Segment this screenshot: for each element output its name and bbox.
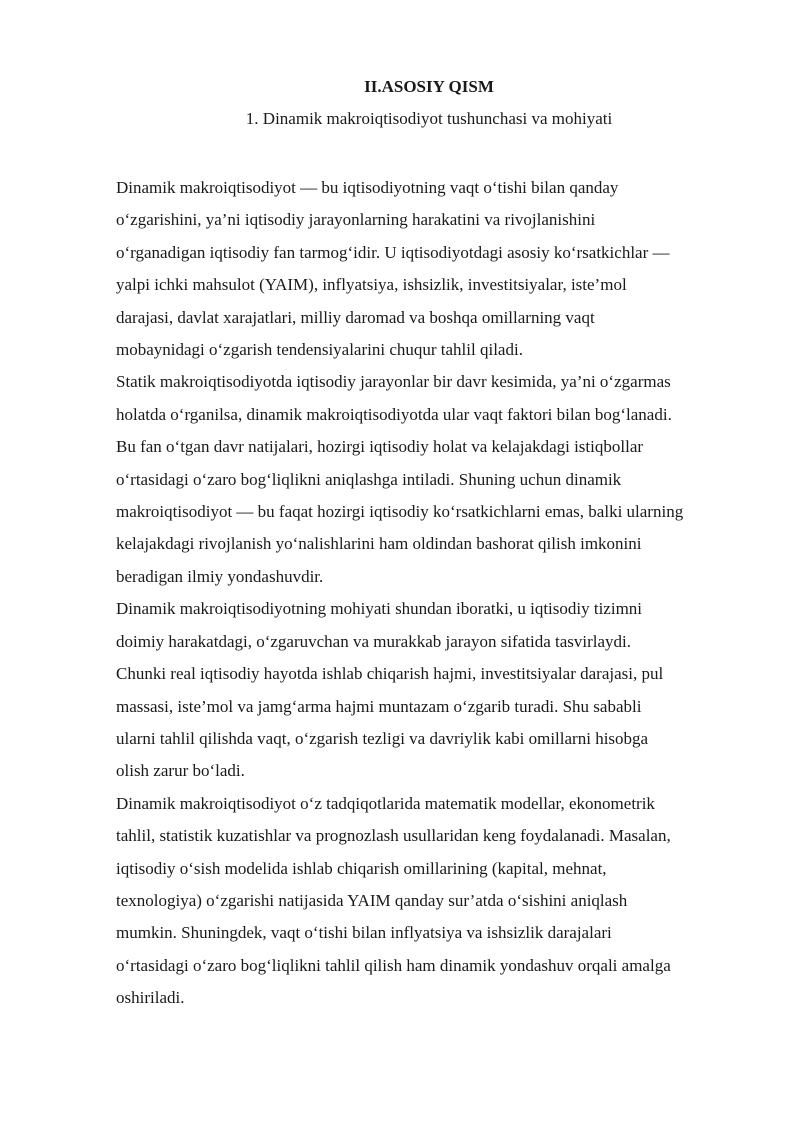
text-line: makroiqtisodiyot — bu faqat hozirgi iqtisodiy ko‘rsatkichlarni emas, balki ularning bbox=[116, 502, 684, 522]
text-line: ularni tahlil qilishda vaqt, o‘zgarish tezligi va davriylik kabi omillarni hisobga bbox=[116, 728, 649, 748]
text-line: mumkin. Shuningdek, vaqt o‘tishi bilan inflyatsiya va ishsizlik darajalari bbox=[116, 923, 612, 943]
text-line: holatda o‘rganilsa, dinamik makroiqtisodiyotda ular vaqt faktori bilan bog‘lanadi. bbox=[116, 404, 672, 424]
text-line: tahlil, statistik kuzatishlar va prognozlash usullaridan keng foydalanadi. Masalan, bbox=[116, 826, 671, 846]
body-text bbox=[116, 172, 746, 1015]
text-line: o‘rtasidagi o‘zaro bog‘liqlikni tahlil qilish ham dinamik yondashuv orqali amalga bbox=[116, 955, 671, 975]
text-line: doimiy harakatdagi, o‘zgaruvchan va murakkab jarayon sifatida tasvirlaydi. bbox=[116, 631, 632, 651]
text-line: Dinamik makroiqtisodiyot — bu iqtisodiyotning vaqt o‘tishi bilan qanday bbox=[116, 178, 619, 197]
text-line: o‘rtasidagi o‘zaro bog‘liqlikni aniqlashga intiladi. Shuning uchun dinamik bbox=[116, 469, 622, 489]
text-line: texnologiya) o‘zgarishi natijasida YAIM qanday sur’atda o‘sishini aniqlash bbox=[116, 890, 628, 910]
subsection-title: 1. Dinamik makroiqtisodiyot tushunchasi va mohiyati bbox=[245, 109, 613, 128]
text-line: yalpi ichki mahsulot (YAIM), inflyatsiya, ishsizlik, investitsiyalar, iste’mol bbox=[116, 275, 627, 295]
text-line: Chunki real iqtisodiy hayotda ishlab chiqarish hajmi, investitsiyalar darajasi, pul bbox=[116, 664, 664, 684]
text-line: kelajakdagi rivojlanish yo‘nalishlarini ham oldindan bashorat qilish imkonini bbox=[116, 534, 642, 554]
text-line: olish zarur bo‘ladi. bbox=[116, 761, 245, 781]
text-line: oshiriladi. bbox=[116, 988, 185, 1008]
text-line: Dinamik makroiqtisodiyotning mohiyati shundan iboratki, u iqtisodiy tizimni bbox=[116, 599, 643, 619]
text-line: o‘rganadigan iqtisodiy fan tarmog‘idir. U iqtisodiyotdagi asosiy ko‘rsatkichlar — bbox=[116, 242, 670, 262]
text-line: beradigan ilmiy yondashuvdir. bbox=[116, 566, 324, 586]
text-line: o‘zgarishini, ya’ni iqtisodiy jarayonlarning harakatini va rivojlanishini bbox=[116, 210, 596, 230]
text-line: Statik makroiqtisodiyotda iqtisodiy jarayonlar bir davr kesimida, ya’ni o‘zgarmas bbox=[116, 372, 671, 392]
text-line: Bu fan o‘tgan davr natijalari, hozirgi iqtisodiy holat va kelajakdagi istiqbollar bbox=[116, 437, 644, 457]
text-line: massasi, iste’mol va jamg‘arma hajmi muntazam o‘zgarib turadi. Shu sababli bbox=[116, 696, 642, 716]
section-title: II.ASOSIY QISM bbox=[364, 77, 494, 96]
text-line: mobaynidagi o‘zgarish tendensiyalarini chuqur tahlil qiladi. bbox=[116, 340, 523, 360]
text-line: darajasi, davlat xarajatlari, milliy daromad va boshqa omillarning vaqt bbox=[116, 307, 595, 327]
text-line: iqtisodiy o‘sish modelida ishlab chiqarish omillarining (kapital, mehnat, bbox=[116, 858, 607, 878]
text-line: Dinamik makroiqtisodiyot o‘z tadqiqotlarida matematik modellar, ekonometrik bbox=[116, 793, 655, 813]
